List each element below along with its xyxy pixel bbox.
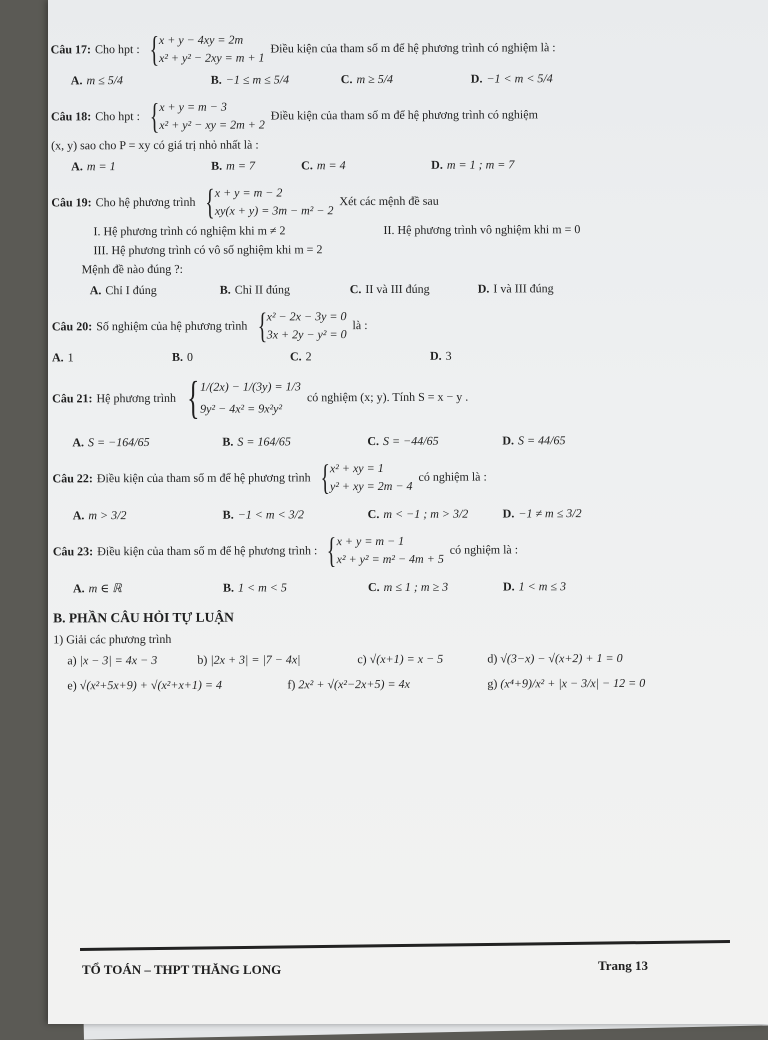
option-d: D. I và III đúng — [477, 281, 554, 296]
option-c: C. II và III đúng — [349, 281, 430, 297]
footer-department: TỔ TOÁN – THPT THĂNG LONG — [82, 962, 282, 977]
equation-system: { x + y = m − 3 x² + y² − xy = 2m + 2 — [149, 95, 265, 136]
equation-g: g) (x⁴+9)/x² + |x − 3/x| − 12 = 0 — [487, 675, 646, 691]
equation-d: d) √(3−x) − √(x+2) + 1 = 0 — [487, 650, 623, 666]
equation-list — [67, 651, 705, 694]
question-line2: (x, y) sao cho P = xy có giá trị nhỏ nhất là : — [51, 137, 259, 153]
question-tail: là : — [352, 317, 368, 332]
equation: x² + y² = m² − 4m + 5 — [336, 551, 444, 567]
equation-system: { x + y − 4xy = 2m x² + y² − 2xy = m + 1 — [149, 28, 265, 69]
answer-options — [90, 281, 704, 299]
equation-system: { x + y = m − 2 xy(x + y) = 3m − m² − 2 — [205, 181, 334, 222]
answer-options — [73, 506, 705, 524]
statement-1: I. Hệ phương trình có nghiệm khi m ≠ 2 — [93, 223, 286, 239]
option-c: C. 2 — [289, 349, 312, 364]
answer-options — [72, 433, 704, 451]
option-b: B. −1 < m < 3/2 — [222, 507, 305, 522]
answer-options — [71, 157, 703, 175]
question-number: Câu 22: — [52, 470, 93, 485]
worksheet-page — [51, 29, 706, 694]
option-b: B. 0 — [171, 349, 194, 364]
question-20 — [52, 306, 704, 366]
option-b: B. Chỉ II đúng — [219, 282, 291, 297]
equation: x + y = m − 2 — [214, 185, 283, 200]
question-number: Câu 18: — [50, 108, 92, 123]
question-number: Câu 19: — [51, 194, 92, 209]
answer-options — [52, 348, 704, 366]
question-tail: có nghiệm là : — [418, 469, 487, 484]
question-19 — [51, 182, 703, 299]
equation-system: { x² + xy = 1 y² + xy = 2m − 4 — [320, 457, 413, 498]
option-a: A. Chỉ I đúng — [89, 282, 157, 298]
question-ask: Mệnh đề nào đúng ?: — [81, 261, 183, 277]
answer-options — [73, 579, 705, 597]
equation: x² + xy = 1 — [329, 460, 384, 476]
equation-b: b) |2x + 3| = |7 − 4x| — [197, 652, 301, 667]
option-b: B. −1 ≤ m ≤ 5/4 — [210, 72, 290, 87]
question-number: Câu 20: — [51, 318, 93, 333]
equation-e: e) √(x²+5x+9) + √(x²+x+1) = 4 — [67, 677, 223, 693]
page-number: Trang 13 — [598, 958, 648, 973]
section-b-title: B. PHẦN CÂU HỎI TỰ LUẬN — [53, 609, 234, 626]
question-tail: có nghiệm là : — [449, 541, 519, 557]
option-d: D. S = 44/65 — [502, 433, 566, 448]
option-b: B. 1 < m < 5 — [222, 580, 287, 595]
question-17 — [51, 29, 703, 89]
equation: x² + y² − xy = 2m + 2 — [159, 117, 265, 132]
equation: x + y = m − 1 — [336, 533, 405, 549]
answer-options — [71, 71, 703, 89]
question-tail: Điều kiện của tham số m để hệ phương trình có nghiệm là : — [270, 39, 556, 55]
question-lead: Hệ phương trình — [96, 390, 177, 405]
question-tail: Điều kiện của tham số m để hệ phương trình có nghiệm — [270, 106, 538, 122]
option-d: D. 3 — [429, 348, 452, 363]
equation: x² − 2x − 3y = 0 — [266, 309, 347, 324]
option-a: A. S = −164/65 — [72, 434, 150, 450]
option-a: A. m > 3/2 — [72, 508, 127, 523]
equation: xy(x + y) = 3m − m² − 2 — [214, 203, 334, 218]
equation-system: { x² − 2x − 3y = 0 3x + 2y − y² = 0 — [257, 305, 347, 346]
question-number: Câu 21: — [52, 390, 93, 405]
option-d: D. −1 < m < 5/4 — [470, 71, 553, 86]
question-21 — [52, 373, 704, 451]
equation-a: a) |x − 3| = 4x − 3 — [67, 652, 158, 668]
question-lead: Điều kiện của tham số m để hệ phương trình — [96, 469, 311, 485]
equation-system: { x + y = m − 1 x² + y² = m² − 4m + 5 — [327, 530, 444, 571]
option-a: A. m ∈ ℝ — [72, 581, 122, 596]
statement-3: III. Hệ phương trình có vô số nghiệm khi m = 2 — [93, 242, 323, 258]
question-18 — [51, 96, 703, 175]
equation: 9y² − 4x² = 9x²y² — [200, 401, 283, 416]
equation: x + y − 4xy = 2m — [158, 32, 244, 47]
option-d: D. −1 ≠ m ≤ 3/2 — [502, 506, 582, 521]
option-a: A. m ≤ 5/4 — [70, 73, 124, 88]
equation: x + y = m − 3 — [159, 99, 227, 114]
question-lead: Cho hệ phương trình — [95, 194, 196, 209]
option-c: C. m = 4 — [301, 158, 346, 173]
option-c: C. m < −1 ; m > 3/2 — [367, 506, 469, 522]
equation-f: f) 2x² + √(x²−2x+5) = 4x — [287, 676, 410, 692]
question-number: Câu 17: — [50, 41, 92, 56]
option-a: A. m = 1 — [71, 159, 116, 174]
equation: 1/(2x) − 1/(3y) = 1/3 — [200, 379, 301, 394]
question-22 — [52, 458, 704, 524]
option-b: B. S = 164/65 — [222, 434, 291, 449]
question-23 — [53, 531, 705, 597]
option-c: C. S = −44/65 — [367, 433, 439, 449]
equation: y² + xy = 2m − 4 — [329, 478, 413, 494]
question-tail: có nghiệm (x; y). Tính S = x − y . — [306, 389, 469, 404]
equation: 3x + 2y − y² = 0 — [266, 327, 347, 342]
option-c: C. m ≤ 1 ; m ≥ 3 — [367, 579, 449, 595]
question-number: Câu 23: — [52, 543, 94, 558]
question-lead: Điều kiện của tham số m để hệ phương trình : — [97, 542, 318, 558]
equation-system: { 1/(2x) − 1/(3y) = 1/3 9y² − 4x² = 9x²y² — [186, 371, 301, 423]
section-b-item-1: 1) Giải các phương trình — [53, 631, 172, 647]
equation-c: c) √(x+1) = x − 5 — [357, 651, 444, 667]
option-b: B. m = 7 — [211, 158, 255, 173]
option-c: C. m ≥ 5/4 — [340, 71, 394, 87]
question-lead: Số nghiệm của hệ phương trình — [96, 318, 248, 333]
option-d: D. m = 1 ; m = 7 — [431, 157, 515, 172]
option-a: A. 1 — [51, 350, 74, 365]
question-tail: Xét các mệnh đề sau — [339, 193, 439, 208]
question-lead: Cho hpt : — [94, 41, 140, 56]
option-d: D. 1 < m ≤ 3 — [502, 579, 567, 594]
statement-2: II. Hệ phương trình vô nghiệm khi m = 0 — [383, 222, 581, 237]
question-lead: Cho hpt : — [95, 108, 140, 123]
equation: x² + y² − 2xy = m + 1 — [158, 50, 265, 65]
